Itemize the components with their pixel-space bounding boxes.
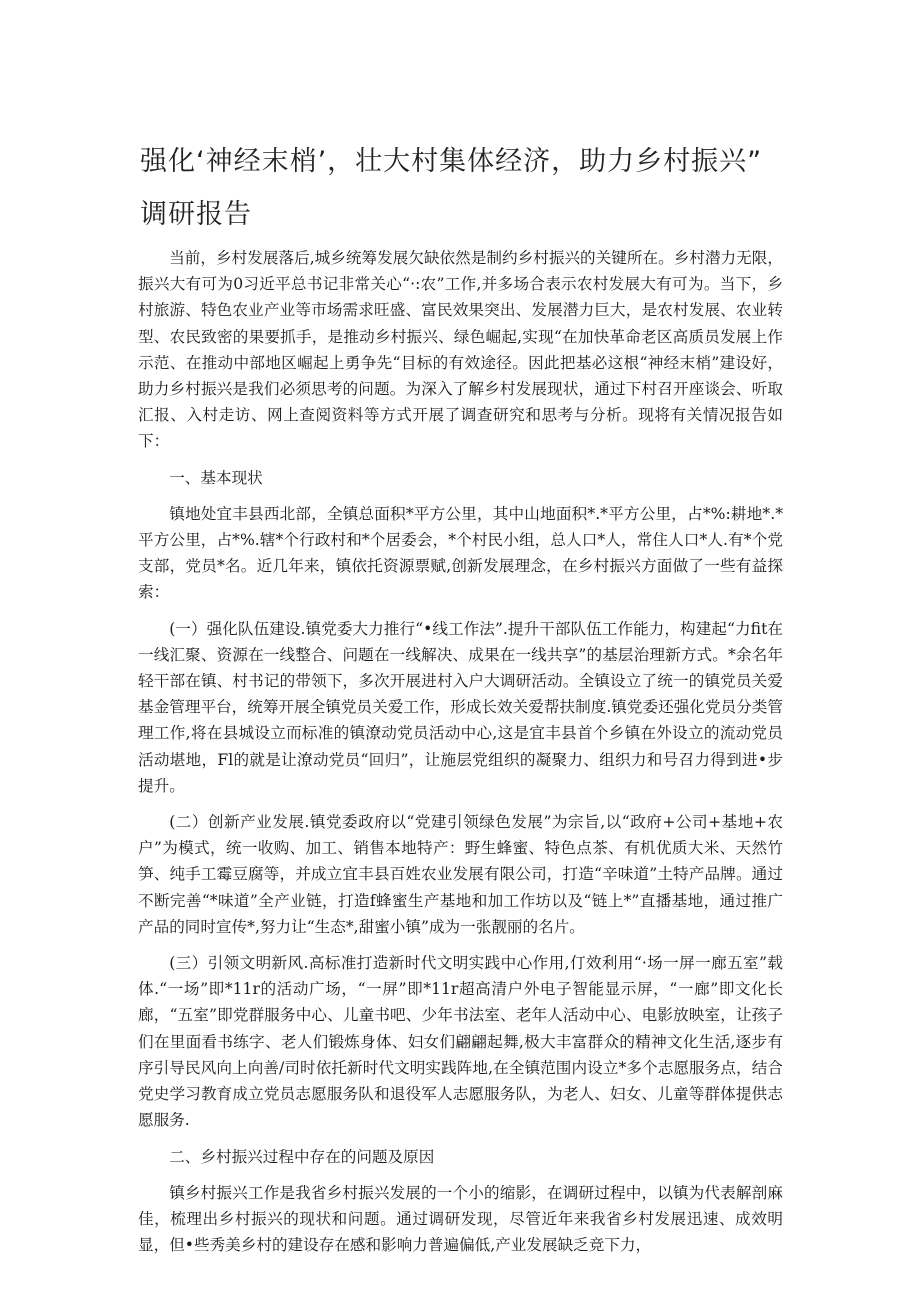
document-body [138,245,783,1258]
section-heading-basic-status: 一、基本现状 [169,468,263,487]
item-industry-paragraph: (二）创新产业发展.镇党委政府以“党建引领绿色发展”为宗旨,以“政府+公司+基地+农户”为模式，统一收购、加工、销售本地特产：野生蜂蜜、特色点茶、有机优质大米、天然竹笋、纯手工霉豆腐等，并成立宜丰县百姓农业发展有限公司，打造“辛味道”土特产品牌。通过不断完善“*味道”全产业链，打造f蜂蜜生产基地和加工作坊以及“链上*”直播基地，通过推广产品的同时宣传*,努力让“生态*,甜蜜小镇”成为一张靓丽的名片。 [138,813,783,936]
section-heading-problems: 二、乡村振兴过程中存在的问题及原因 [169,1147,435,1166]
problems-paragraph: 镇乡村振兴工作是我省乡村振兴发展的一个小的缩影，在调研过程中，以镇为代表解剖麻佳，梳理出乡村振兴的现状和问题。通过调研发现，尽管近年来我省乡村发展迅速、成效明显，但•些秀美乡村的建设存在感和影响力普遍偏低,产业发展缺乏竞下力， [138,1183,783,1255]
document-title-line-2: 调研报告 [140,199,252,230]
document-title-line-1: 强化‘神经末梢’，壮大村集体经济，助力乡村振兴” [140,146,763,177]
item-civilization-paragraph: (三）引领文明新风.高标准打造新时代文明实践中心作用,仃效利用“·场一屏一廊五室”载体.“一场”即*11r的活动广场，“一屏”即*11r超高清户外电子智能显示屏，“一廊”即文化长廊，“五室”即党群服务中心、儿童书吧、少年书法室、老年人活动中心、电影放映室，让孩子们在里面看书练字、老人们锻炼身体、妇女们翩翩起舞,极大丰富群众的精神文化生活,逐步有序引导民风向上向善/司时依托新时代文明实践阵地,在全镇范围内设立*多个志愿服务点，结合党史学习教育成立党员志愿服务队和退役军人志愿服务队，为老人、妇女、儿童等群体提供志愿服务. [138,954,783,1130]
item-team-building-paragraph: (一）强化队伍建设.镇党委大力推行“•线工作法”.提升干部队伍工作能力，构建起“力fit在一线汇聚、资源在一线整合、问题在一线解决、成果在一线共享”的基层治理新方式。*余名年轻干部在镇、村书记的带领下，多次开展进村入户大调研活动。全镇设立了统一的镇党员关爱基金管理平台，统筹开展全镇党员关爱工作，形成长效关爱帮扶制度.镇党委还强化党员分类管理工作,将在县城设立而标准的镇潦动党员活动中心,这是宜丰县首个乡镇在外设立的流动党员活动堪地，Fl的就是让潦动党员“回归”，让施层党组织的凝聚力、组织力和号召力得到进•步提升。 [138,619,783,795]
basic-status-paragraph: 镇地处宜丰县西北部，全镇总面积*平方公里，其中山地面积*.*平方公里，占*%:耕地*.*平方公里，占*%.辖*个行政村和*个居委会，*个村民小组，总人口*人，常住人口*人.有*个党支部，党员*名。近几年来，镇依托资源票赋,创新发展理念，在乡村振兴方面做了一些有益探索： [138,504,783,602]
intro-paragraph: 当前，乡村发展落后,城乡统筹发展欠缺依然是制约乡村振兴的关键所在。乡村潜力无限，振兴大有可为0习近平总书记非常关心“·:农”工作,并多场合表示农村发展大有可为。当下，乡村旅游、特色农业产业等市场需求旺盛、富民效果突出、发展潜力巨大，是农村发展、农业转型、农民致密的果要抓手，是推动乡村振兴、绿色崛起,实现“在加快革命老区高质员发展上作示范、在推动中部地区崛起上勇争先“目标的有效途径。因此把基必这根“神经末梢”建设好，助力乡村振兴是我们必须思考的问题。为深入了解乡村发展现状，通过下村召开座谈会、听取汇报、入村走访、网上查阅资料等方式开展了调查研究和思考与分析。现将有关情况报告如下： [138,249,783,451]
